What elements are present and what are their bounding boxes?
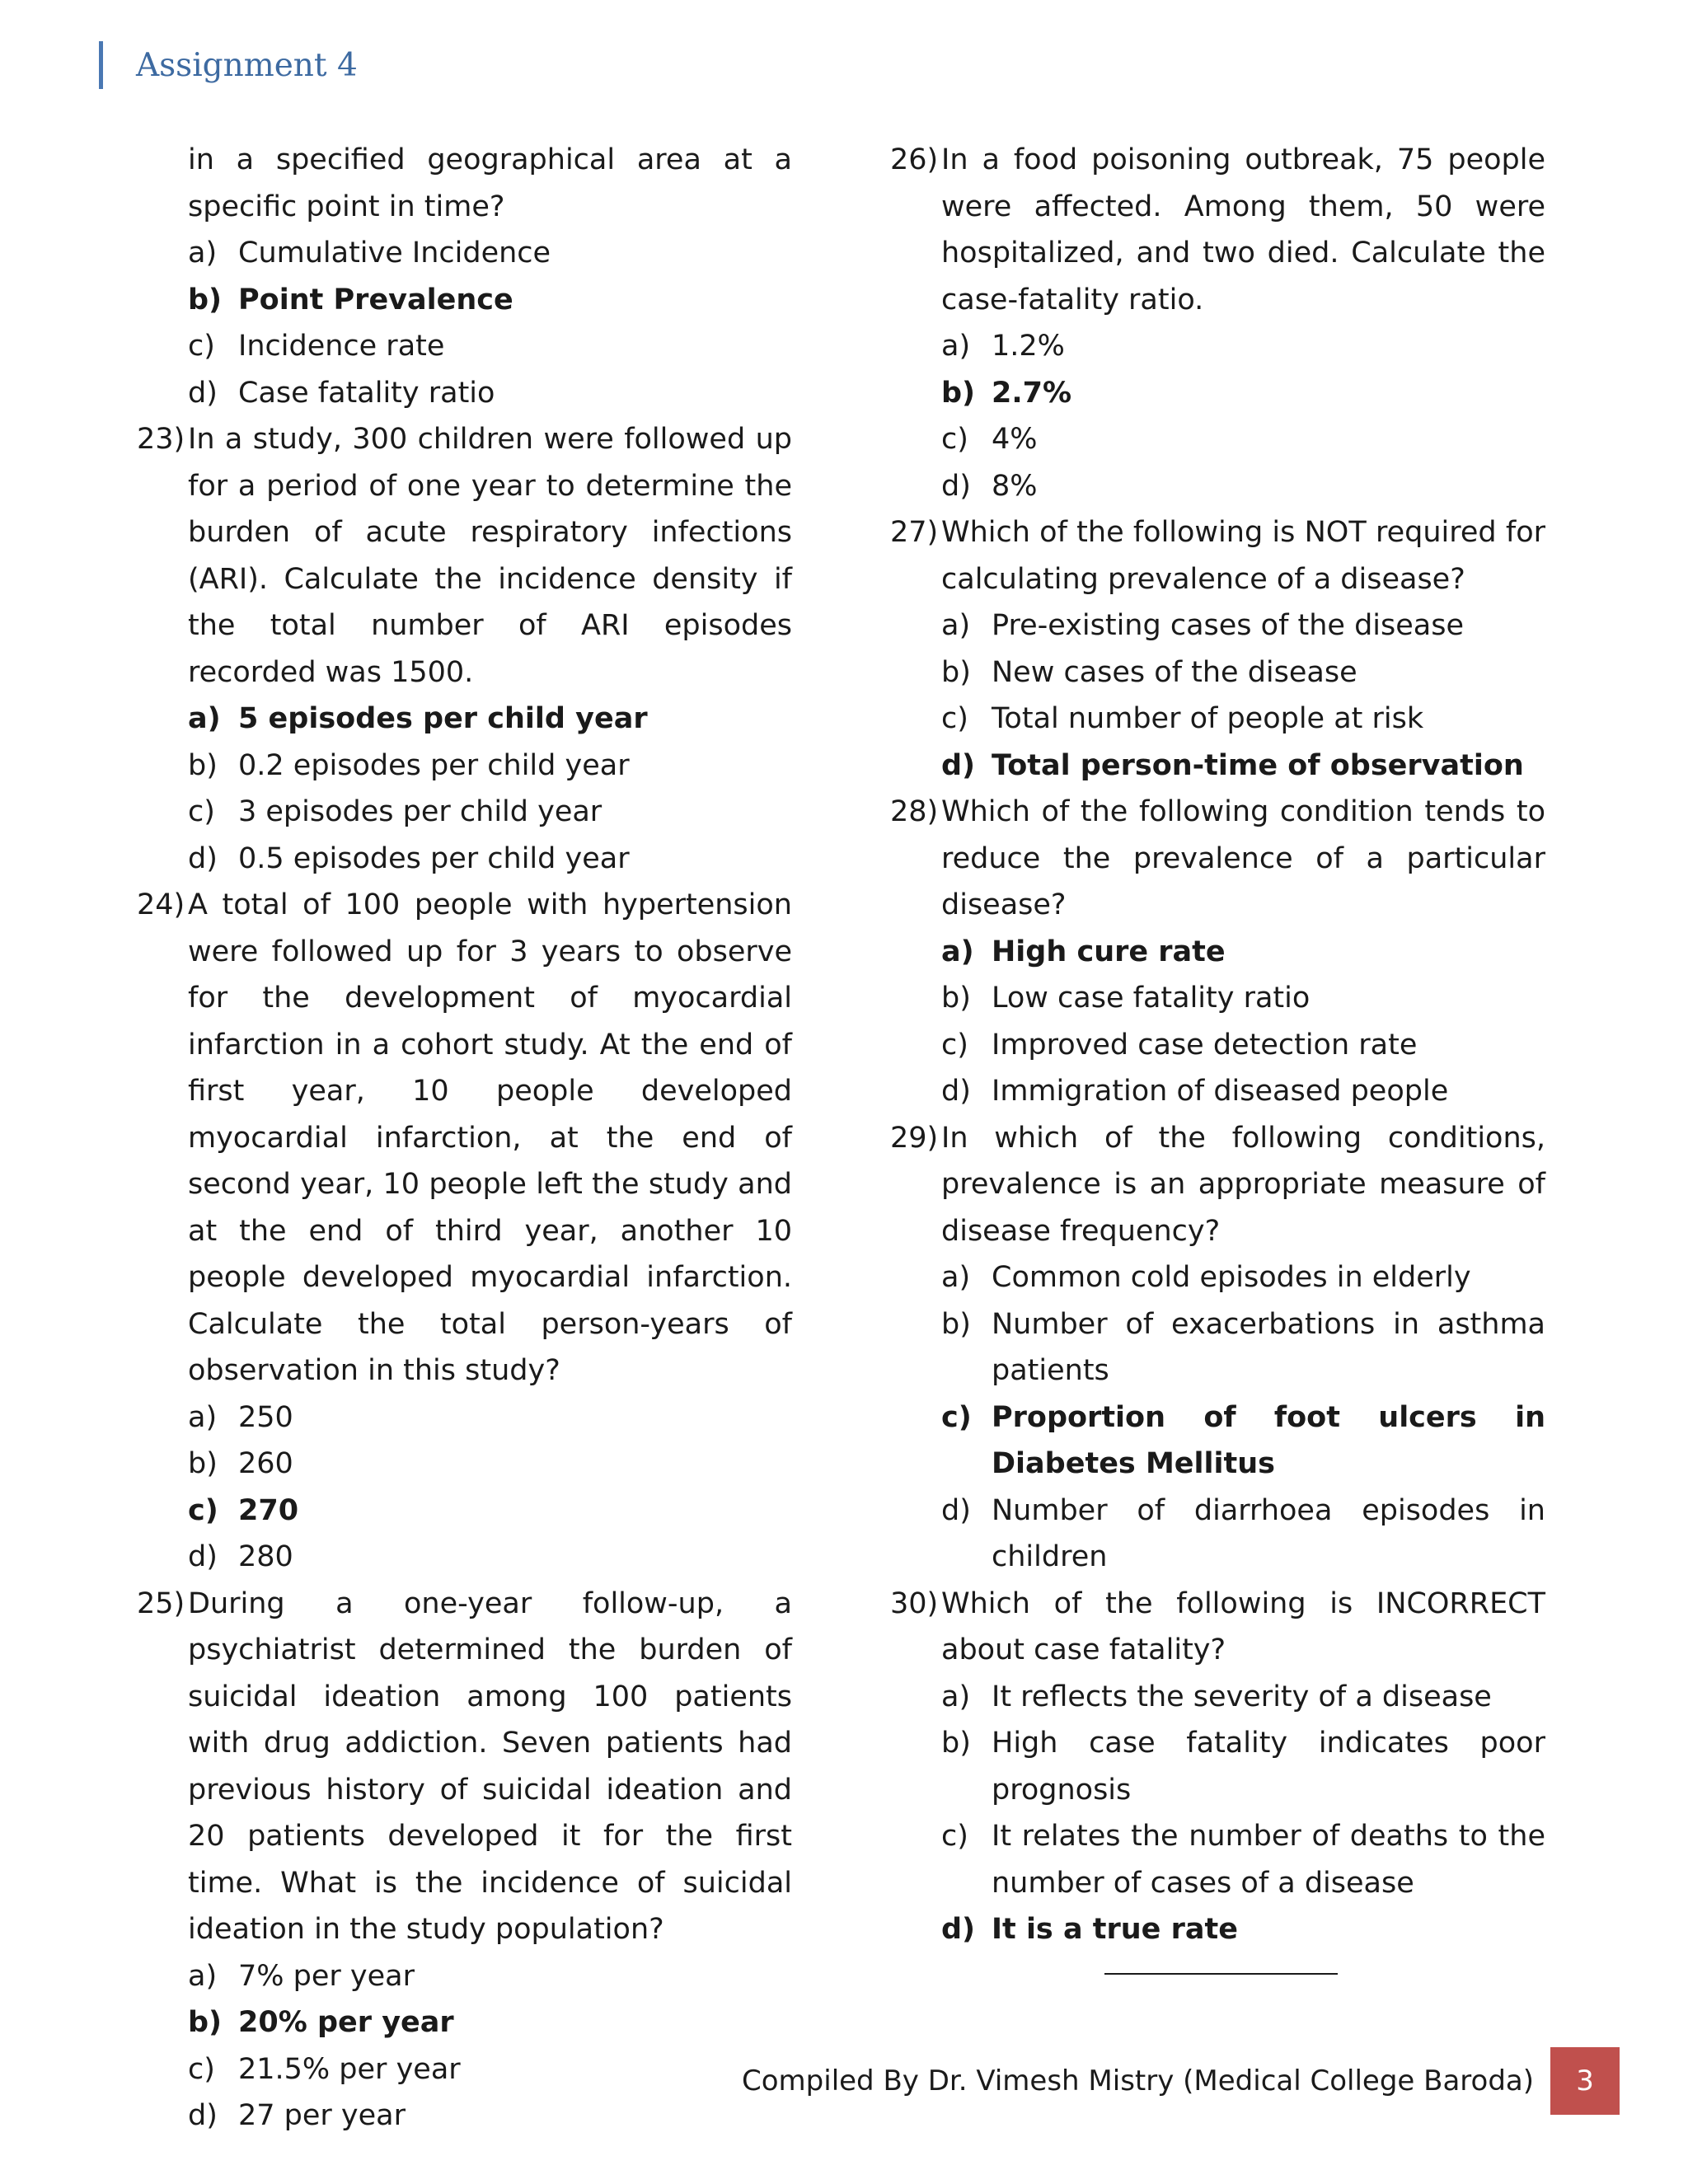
question-block [137, 882, 792, 1581]
option: b) New cases of the disease [941, 655, 1357, 689]
option: a) Common cold episodes in elderly [941, 1261, 1471, 1294]
question-block [890, 789, 1545, 1115]
question-text: During a one-year follow-up, a psychiatrist determined the burden of suicidal ideation among 100 patients with drug addiction. Seven patients had previous history of suicidal ideation and 20 patients developed it for the first time. What is the incidence of suicidal ideation in the study population? [188, 1586, 792, 1946]
question-block [890, 1581, 1545, 1953]
option: c) 4% [941, 423, 1038, 456]
option: a) Cumulative Incidence [188, 237, 551, 269]
question-text: A total of 100 people with hypertension were followed up for 3 years to observe for the development of myocardial infarction in a cohort study. At the end of first year, 10 people developed myocardial infarction, at the end of second year, 10 people left the study and at the end of third year, another 10 people developed myocardial infarction. Calculate the total person-years of observation in this study? [188, 888, 792, 1387]
question-number: 23) [137, 423, 185, 456]
option-correct: b) 2.7% [941, 376, 1072, 410]
option-correct: d) It is a true rate [941, 1913, 1238, 1946]
question-stem [137, 882, 792, 1394]
page-header [99, 41, 358, 89]
question-text: Which of the following is NOT required for calculating prevalence of a disease? [941, 516, 1545, 596]
option-correct: a) High cure rate [941, 935, 1226, 968]
page-footer [742, 2047, 1620, 2115]
option: c) It relates the number of deaths to the number of cases of a disease [941, 1820, 1545, 1900]
option-correct: d) Total person-time of observation [941, 748, 1524, 782]
option-correct: b) 20% per year [188, 2006, 454, 2039]
question-block [137, 1581, 792, 2139]
option: b) Low case fatality ratio [941, 982, 1311, 1015]
question-stem [890, 137, 1545, 323]
option-correct: b) Point Prevalence [188, 283, 513, 316]
option: a) 1.2% [941, 330, 1065, 363]
end-divider [1104, 1973, 1338, 1975]
header-accent-bar [99, 41, 103, 89]
question-number: 30) [890, 1586, 939, 1620]
option: b) Number of exacerbations in asthma patients [941, 1307, 1545, 1387]
option: a) 250 [188, 1400, 293, 1434]
page-title: Assignment 4 [136, 46, 358, 84]
question-stem [137, 416, 792, 696]
left-column [137, 137, 792, 2139]
option: c) 21.5% per year [188, 2052, 461, 2086]
question-options [890, 602, 1545, 789]
continued-question-text: in a specified geographical area at a specific point in time? [188, 143, 792, 223]
option: c) Incidence rate [188, 330, 445, 363]
option: d) 8% [941, 469, 1038, 503]
option: c) Improved case detection rate [941, 1028, 1418, 1062]
option: a) 7% per year [188, 1959, 415, 1993]
question-block [890, 137, 1545, 509]
question-text: In which of the following conditions, prevalence is an appropriate measure of disease frequency? [941, 1121, 1545, 1248]
question-block [137, 416, 792, 882]
option: d) Number of diarrhoea episodes in children [941, 1493, 1545, 1573]
question-stem [890, 1581, 1545, 1674]
question-stem [890, 509, 1545, 602]
option: d) 280 [188, 1540, 293, 1573]
question-text: In a study, 300 children were followed up for a period of one year to determine the burden of acute respiratory infections (ARI). Calculate the incidence density if the total number of ARI episodes recorded was 1500. [188, 423, 792, 689]
right-column [890, 137, 1545, 1953]
question-options [137, 696, 792, 882]
option: d) 27 per year [188, 2099, 406, 2132]
question-block [890, 1115, 1545, 1581]
question-options [890, 1254, 1545, 1581]
compiled-by-text: Compiled By Dr. Vimesh Mistry (Medical College Baroda) [742, 2064, 1535, 2097]
question-text: Which of the following is INCORRECT about case fatality? [941, 1586, 1545, 1666]
question-number: 24) [137, 888, 185, 921]
option-correct: c) 270 [188, 1493, 299, 1527]
question-stem [890, 1115, 1545, 1255]
question-text: In a food poisoning outbreak, 75 people were affected. Among them, 50 were hospitalized, and two died. Calculate the case-fatality ratio. [941, 143, 1545, 316]
question-options [890, 323, 1545, 509]
question-options [137, 1953, 792, 2139]
option: b) 260 [188, 1447, 293, 1480]
question-number: 25) [137, 1586, 185, 1620]
option: c) Total number of people at risk [941, 702, 1424, 735]
question-number: 29) [890, 1121, 939, 1155]
option: b) 0.2 episodes per child year [188, 748, 630, 782]
continued-question-options [137, 230, 792, 416]
option-correct: a) 5 episodes per child year [188, 702, 648, 735]
question-stem [137, 1581, 792, 1953]
option: c) 3 episodes per child year [188, 795, 603, 828]
option: b) High case fatality indicates poor prognosis [941, 1727, 1545, 1807]
option-correct: c) Proportion of foot ulcers in Diabetes Mellitus [941, 1400, 1545, 1480]
option: a) It reflects the severity of a disease [941, 1680, 1492, 1713]
question-text: Which of the following condition tends to reduce the prevalence of a particular disease? [941, 795, 1545, 921]
question-block [890, 509, 1545, 789]
question-options [137, 1394, 792, 1581]
question-stem [890, 789, 1545, 929]
option: a) Pre-existing cases of the disease [941, 609, 1465, 642]
question-options [890, 1674, 1545, 1953]
option: d) Immigration of diseased people [941, 1075, 1449, 1108]
question-number: 26) [890, 143, 939, 176]
option: d) Case fatality ratio [188, 376, 495, 410]
question-number: 28) [890, 795, 939, 828]
question-number: 27) [890, 516, 939, 549]
option: d) 0.5 episodes per child year [188, 841, 630, 875]
page-number-badge: 3 [1550, 2047, 1620, 2115]
question-options [890, 929, 1545, 1115]
